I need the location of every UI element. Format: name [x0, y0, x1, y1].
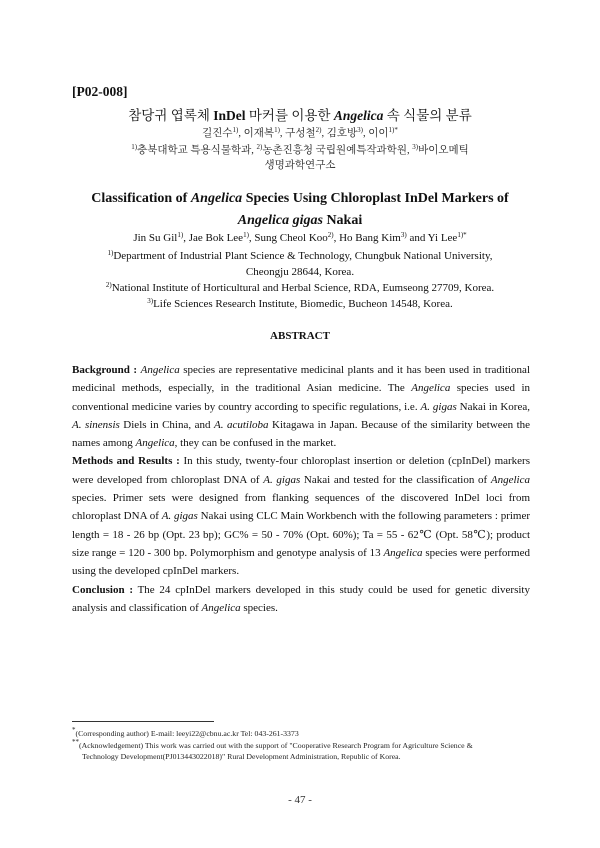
abstract-heading: ABSTRACT: [270, 330, 330, 342]
kr-author: 이이: [368, 128, 389, 139]
kr-title-indel: InDel: [213, 108, 246, 123]
en-author-sep: ,: [333, 232, 340, 244]
en-author: Jin Su Gil: [133, 232, 178, 244]
footnote-mark: *: [72, 726, 76, 734]
en-affil-sup: 3): [147, 297, 154, 305]
kr-title-prefix: 참당귀 엽록체: [128, 108, 214, 123]
english-authors: [70, 229, 530, 247]
footnote-mark: **: [72, 738, 79, 746]
kr-affil-text: 바이오메틱: [418, 145, 469, 156]
text-run: species are representative medicinal plants and it has been used in traditional medicinal methods, especially, in the traditional Asian medicine. The: [72, 364, 530, 395]
en-affil-text: National Institute of Horticultural and Herbal Science, RDA, Eumseong 27709, Korea.: [111, 282, 495, 294]
footnote-text: (Acknowledgement) This work was carried out with the support of "Cooperative Research Program for Agriculture Science &: [79, 741, 473, 750]
korean-affiliation-line2: 생명과학연구소: [264, 160, 336, 171]
kr-author: 길진수: [202, 128, 233, 139]
en-title-part: Classification of: [91, 191, 191, 206]
kr-affil-text: 농촌진흥청 국립원예특작과학원,: [262, 145, 413, 156]
text-run: Nakai and tested for the classification of: [300, 473, 491, 486]
kr-author: 구성철: [285, 128, 316, 139]
text-run: Diels in China, and: [119, 418, 214, 431]
species-name: A. gigas: [263, 473, 301, 486]
methods-paragraph: [72, 452, 530, 580]
footnote-divider: [72, 721, 214, 722]
en-title-part: Species Using Chloroplast InDel Markers of: [242, 191, 509, 206]
species-name: A. gigas: [420, 400, 457, 413]
text-run: Kitagawa in Japan. Because of the similarity between the names among: [72, 418, 531, 450]
en-author-sup: 1): [243, 231, 249, 239]
background-paragraph: [72, 361, 530, 452]
korean-title: [0, 104, 600, 124]
en-author-sup: 3): [400, 231, 407, 239]
footnote-text-continued: Technology Development(PJ013443022018)" Rural Development Administration, Republic of Korea.: [82, 752, 401, 761]
footnote-text: (Corresponding author) E-mail: leeyi22@cbnu.ac.kr Tel: 043-261-3373: [75, 729, 299, 738]
conclusion-paragraph: [72, 581, 530, 618]
methods-label: Methods and Results :: [72, 455, 180, 468]
page-number: - 47 -: [288, 794, 312, 806]
footnote-acknowledgement: [72, 740, 532, 762]
genus-name: Angelica: [140, 364, 180, 376]
en-affil-sup: 2): [105, 281, 112, 289]
kr-author-sup: 1)*: [388, 126, 398, 134]
en-author-sep: ,: [183, 232, 189, 244]
kr-title-suffix: 속 식물의 분류: [383, 108, 472, 123]
kr-author-sup: 1): [232, 126, 239, 134]
kr-affil-sup: 2): [256, 143, 263, 151]
kr-author-sup: 3): [357, 126, 363, 134]
en-author-sep: ,: [248, 232, 255, 244]
en-author: Yi Lee: [427, 232, 458, 244]
genus-name: Angelica: [201, 601, 241, 614]
en-title-species: Angelica gigas: [237, 213, 323, 228]
kr-affil-text: 충북대학교 특용식물학과,: [137, 145, 257, 156]
en-affil-text: Cheongju 28644, Korea.: [245, 266, 355, 278]
korean-authors: 길진수$^{1)}$, 이재복$^{1)}$, 구성철$^{2)}$, 김호방$^{3)}$, 이이$^{1)*}$: [202, 126, 398, 139]
species-name: A. sinensis: [72, 418, 120, 431]
text-run: species used in conventional medicine varies by country according to specific regulations, i.e.: [72, 382, 531, 413]
text-run: The 24 cpInDel markers developed in this study could be used for genetic diversity analysis and classification of: [72, 583, 530, 614]
en-author: Jae Bok Lee: [188, 232, 244, 244]
en-author: Ho Bang Kim: [339, 232, 401, 244]
background-label: Background :: [72, 364, 138, 376]
english-title: [70, 188, 530, 232]
abstract-code: [P02-008]: [72, 84, 128, 99]
genus-name: Angelica: [411, 382, 451, 395]
conclusion-label: Conclusion :: [72, 583, 133, 596]
genus-name: Angelica: [490, 473, 530, 486]
species-name: A. acutiloba: [214, 418, 269, 431]
kr-title-middle: 마커를 이용한: [245, 108, 334, 123]
kr-author-sup: 1): [274, 126, 280, 134]
genus-name: Angelica: [383, 546, 423, 559]
en-title-genus: Angelica: [190, 191, 243, 206]
en-author-sup: 1): [177, 231, 184, 239]
text-run: species. Primer sets were designed from flanking sequences of the discovered InDel loci from chloroplast DNA of: [72, 492, 530, 523]
en-author-sup: 2): [327, 231, 334, 239]
en-author-sup: 1)*: [457, 231, 467, 239]
kr-title-genus: Angelica: [333, 108, 384, 123]
kr-author: 이재복: [243, 128, 275, 139]
en-title-part: Nakai: [322, 213, 363, 228]
species-name: A. gigas: [161, 510, 198, 523]
kr-affil-sup: 1): [131, 143, 138, 151]
text-run: species were performed using the developed cpInDel markers.: [72, 546, 530, 578]
footnote-corresponding: [72, 728, 532, 739]
abstract-body: [72, 361, 530, 617]
korean-affiliations: [0, 142, 600, 157]
text-run: In this study, twenty-four chloroplast insertion or deletion (cpInDel) markers were developed from chloroplast DNA of: [72, 455, 530, 486]
kr-author-sup: 2): [315, 126, 322, 134]
text-run: Nakai using CLC Main Workbench with the following parameters : primer length = 18 - 26 bp (Opt. 23 bp); GC% = 50 - 70% (Opt. 60%); Ta = 55 - 62℃ (Opt. 58℃); product size range = 120 - 300 bp. Polymorphism and genotype analysis of 13: [72, 510, 531, 559]
text-run: species.: [240, 601, 278, 614]
english-affiliation-3: [70, 295, 530, 313]
en-author: Sung Cheol Koo: [254, 232, 328, 244]
en-affil-text: Life Sciences Research Institute, Biomedic, Bucheon 14548, Korea.: [153, 298, 453, 310]
text-run: , they can be confused in the market.: [174, 437, 337, 450]
en-affil-text: Department of Industrial Plant Science & Technology, Chungbuk National University,: [113, 250, 493, 262]
text-run: Nakai in Korea,: [456, 400, 530, 413]
genus-name: Angelica: [135, 437, 175, 450]
kr-author: 김호방: [326, 128, 358, 139]
en-author-sep: and: [406, 232, 428, 244]
kr-affil-sup: 3): [412, 143, 419, 151]
en-affil-sup: 1): [107, 249, 114, 257]
